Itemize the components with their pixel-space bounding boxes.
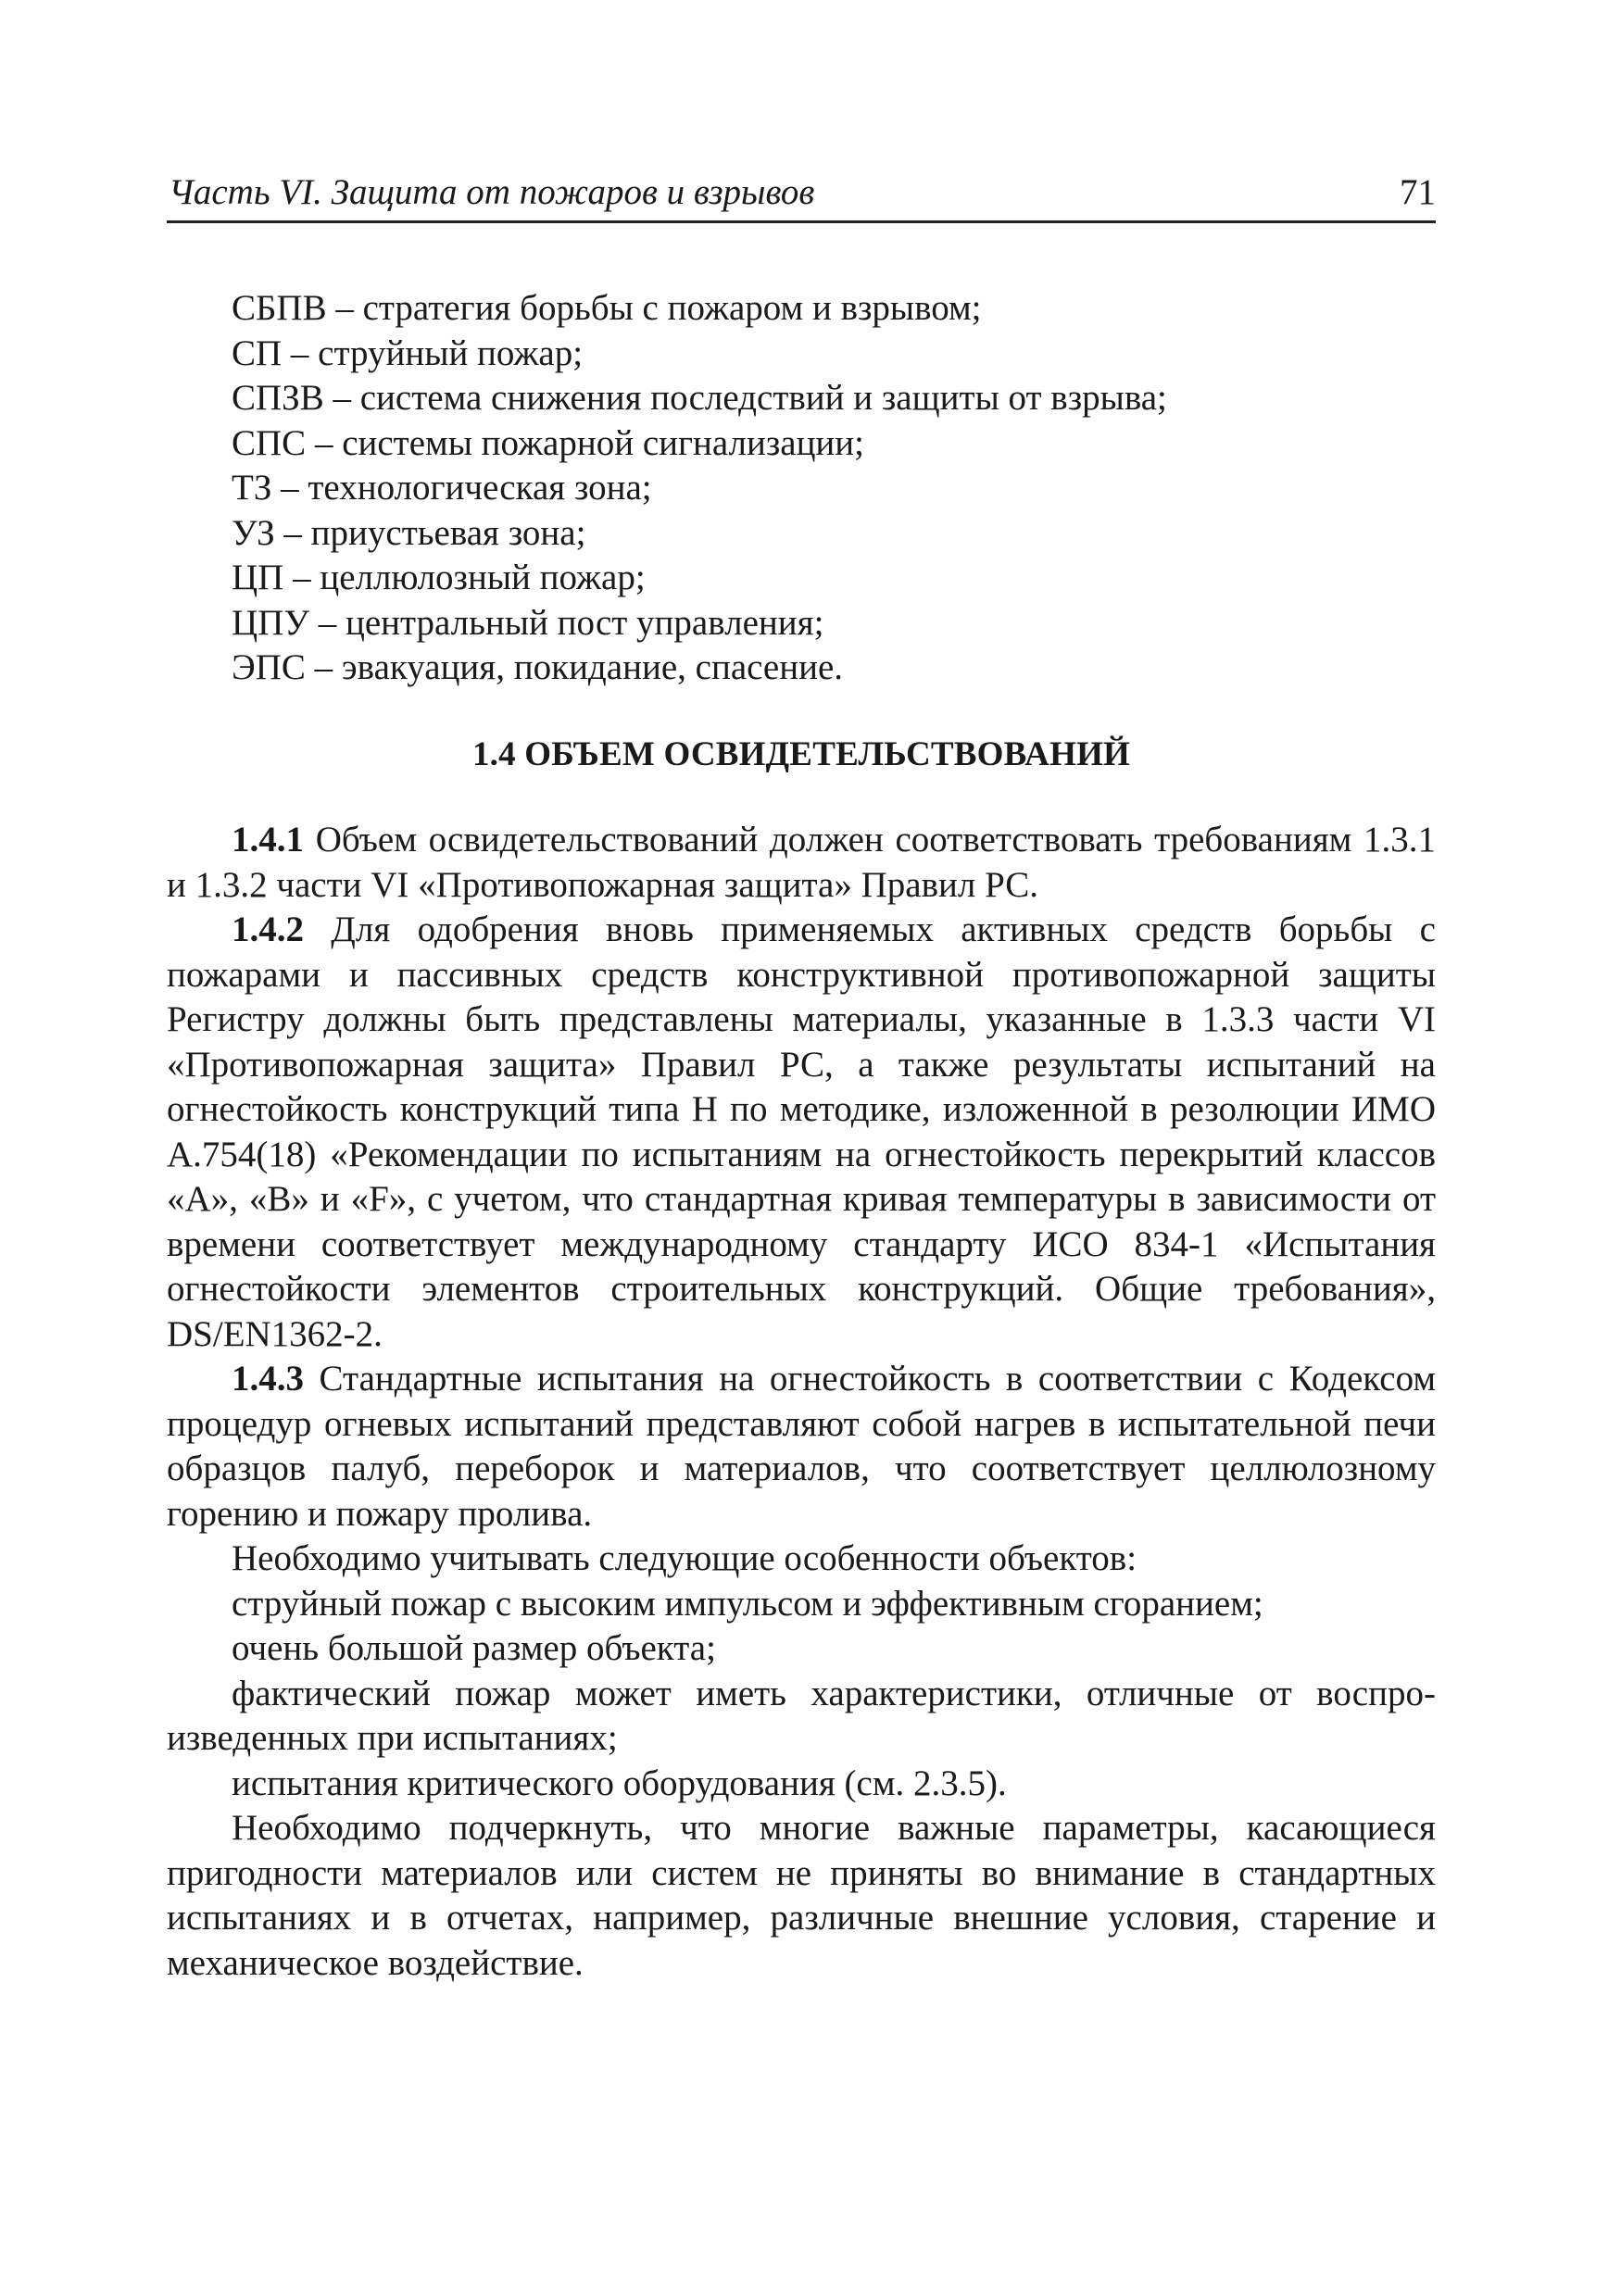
conclusion-paragraph: Необходимо подчеркнуть, что многие важные параметры, касающиеся пригодности материалов или систем не приняты во внимание в стандартных испытаниях и в отчетах, например, различные внешние условия, старение и механическое воздействие.: [167, 1808, 1436, 1983]
document-page: [167, 167, 1436, 1986]
abbreviation-item: УЗ – приустьевая зона;: [232, 512, 586, 553]
abbreviation-item: СБПВ – стратегия борьбы с пожаром и взрывом;: [232, 288, 982, 328]
paragraph-text: Стандартные испытания на огнестойкость в соответствии с Кодексом процедур огневых испытаний представляют собой нагрев в испытательной печи образцов палуб, переборок и материалов, что соответствует целлюлозному горению и пожару пролива.: [167, 1359, 1436, 1534]
abbreviation-item: СПС – системы пожарной сигнализации;: [232, 422, 865, 463]
abbreviation-item: ТЗ – технологическая зона;: [232, 468, 652, 508]
feature-item: очень большой размер объекта;: [232, 1628, 716, 1668]
paragraph-1-4-2: [167, 908, 1436, 1357]
abbreviation-item: СПЗВ – система снижения последствий и защиты от взрыва;: [232, 378, 1167, 418]
feature-item: фактический пожар может иметь характеристики, отличные от воспроизведенных при испытаниях;: [167, 1673, 1436, 1758]
running-title: Часть VI. Защита от пожаров и взрывов: [169, 172, 815, 212]
section-heading: 1.4 ОБЪЕМ ОСВИДЕТЕЛЬСТВОВАНИЙ: [471, 734, 1131, 773]
paragraph-text: Для одобрения вновь применяемых активных средств борьбы с пожарами и пассивных средств конструктивной противопожарной защиты Регистру должны быть представлены материалы, указанные в 1.3.3 части VI «Противопожарная защита» Правил РС, а также результаты испытаний на огнестойкость конструкций типа Н по методике, изложенной в резолюции ИМО А.754(18) «Рекомендации по испытаниям на огнестойкость перекрытий классов «А», «В» и «F», с учетом, что стандартная кривая температуры в зависимости от времени соответствует международному стандарту ИСО 834-1 «Испытания огнестойкости элементов строительных конструкций. Общие требования», DS/EN1362-2.: [167, 910, 1436, 1354]
page-number: 71: [1400, 172, 1436, 212]
abbreviation-list: [167, 286, 1436, 691]
feature-item: испытания критического оборудования (см. 2.3.5).: [232, 1763, 1007, 1803]
features-intro: Необходимо учитывать следующие особенности объектов:: [232, 1538, 1137, 1578]
paragraph-1-4-3: [167, 1357, 1436, 1537]
paragraph-text: Объем освидетельствований должен соответствовать требованиям 1.3.1 и 1.3.2 части VI «Противопожарная защита» Правил РС.: [167, 820, 1436, 905]
paragraph-number: 1.4.2: [232, 910, 304, 949]
abbreviation-item: ЦПУ – центральный пост управления;: [232, 602, 824, 643]
paragraph-number: 1.4.3: [232, 1359, 304, 1399]
abbreviation-item: ЦП – целлюлозный пожар;: [232, 558, 646, 597]
abbreviation-item: ЭПС – эвакуация, покидание, спасение.: [232, 647, 844, 687]
paragraph-1-4-1: [167, 818, 1436, 908]
feature-item: струйный пожар с высоким импульсом и эффективным сгоранием;: [232, 1583, 1263, 1624]
paragraph-number: 1.4.1: [232, 820, 304, 859]
abbreviation-item: СП – струйный пожар;: [232, 332, 584, 373]
page-content: [167, 286, 1436, 1986]
running-header: [167, 167, 1436, 223]
